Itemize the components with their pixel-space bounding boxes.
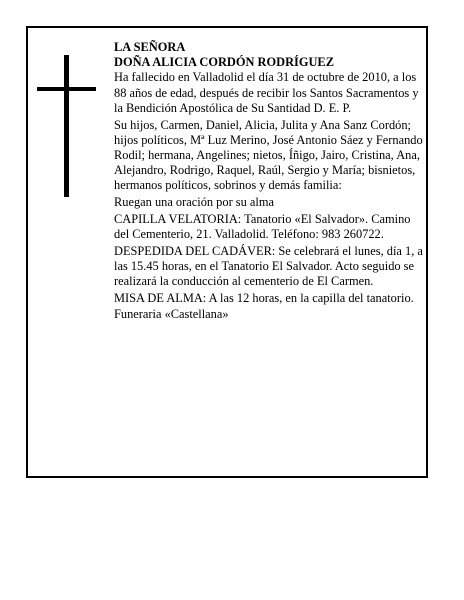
wake-chapel: CAPILLA VELATORIA: Tanatorio «El Salvador». Camino del Cementerio, 21. Valladolid. Teléfono: 983 260722. (114, 211, 411, 241)
prayer-request: Ruegan una oración por su alma (114, 195, 274, 210)
farewell-ceremony: DESPEDIDA DEL CADÁVER: Se celebrará el lunes, día 1, a las 15.45 horas, en el Tanatorio El Salvador. Acto seguido se realizará la conducción al cementerio de El Carmen. (114, 243, 423, 289)
mass-info: MISA DE ALMA: A las 12 horas, en la capilla del tanatorio. (114, 290, 414, 305)
family-list: Su hijos, Carmen, Daniel, Alicia, Julita y Ana Sanz Cordón; hijos políticos, Mª Luz Merino, José Antonio Sáez y Fernando Rodil; hermana, Angelines; nietos, Íñigo, Jairo, Cristina, Ana, Alejandro, Rodrigo, Raquel, Raúl, Sergio y María; bisnietos, hermanos políticos, sobrinos y demás familia: (114, 117, 423, 193)
death-announcement: Ha fallecido en Valladolid el día 31 de octubre de 2010, a los 88 años de edad, después de recibir los Santos Sacramentos y la Bendición Apostólica de Su Santidad D. E. P. (114, 70, 419, 115)
funeral-home: Funeraria «Castellana» (114, 307, 229, 322)
notice-content (114, 40, 426, 324)
cross-horizontal-bar (37, 87, 96, 91)
deceased-name: DOÑA ALICIA CORDÓN RODRÍGUEZ (114, 55, 334, 70)
notice-title: LA SEÑORA (114, 40, 186, 54)
cross-vertical-bar (64, 55, 69, 197)
